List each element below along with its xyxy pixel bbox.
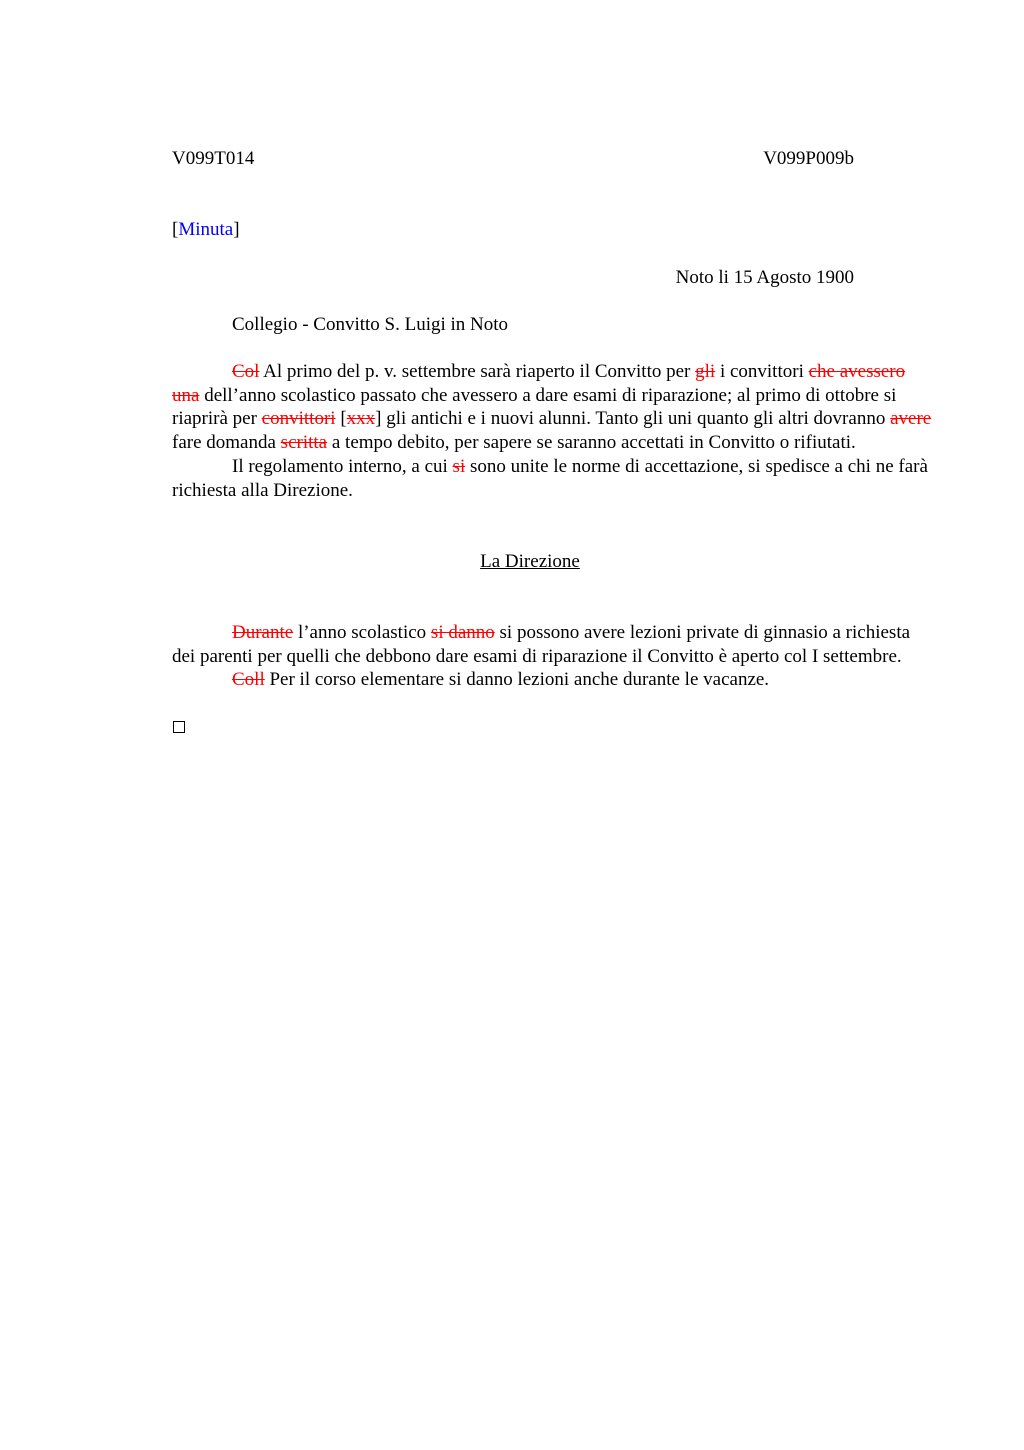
paragraph-3 [172,621,932,668]
signature: La Direzione [480,551,580,572]
deletion: Coll [232,669,265,691]
institution-heading: Collegio - Convitto S. Luigi in Noto [232,314,509,335]
deletion: si [452,455,466,477]
end-box-icon [173,721,185,733]
paragraph-1 [172,360,932,455]
paragraph-4 [172,668,932,692]
text-run: fare domanda [172,432,281,454]
minuta-close-bracket: ] [233,219,240,240]
deletion: xxx [346,408,376,430]
postscript-body [172,621,932,692]
deletion: scritta [280,432,328,454]
text-run: Per il corso elementare si danno lezioni anche durante le vacanze. [264,669,770,691]
deletion: che avessero una [172,361,906,406]
text-run: i convittori [715,361,809,382]
text-run: Al primo del p. v. settembre sarà riaperto il Convitto per [259,361,696,382]
deletion: si danno [430,622,495,643]
text-run: sono unite le norme di accettazione, si spedisce a chi ne farà richiesta alla Direzione. [172,455,928,501]
paragraph-2 [172,455,932,502]
minuta-text: Minuta [178,219,234,240]
text-run: ] gli antichi e i nuovi alunni. Tanto gli uni quanto gli altri dovranno [375,408,891,430]
deletion: convittori [261,408,336,430]
deletion: Col [232,361,260,382]
document-code-left: V099T014 [172,148,255,169]
text-run: Il regolamento interno, a cui [232,455,453,477]
dateline: Noto li 15 Agosto 1900 [675,267,854,288]
minuta-open-bracket: [ [172,219,179,240]
signature-line [0,550,1024,574]
deletion: gli [695,361,716,382]
minuta-label [172,218,240,242]
deletion: avere [890,408,932,430]
document-code-right: V099P009b [763,148,854,169]
deletion: Durante [232,622,294,643]
text-run: a tempo debito, per sapere se saranno accettati in Convitto o rifiutati. [327,432,856,454]
text-run: si possono avere lezioni private di ginnasio a richiesta dei parenti per quelli che debbono dare esami di riparazione il Convitto è aperto col I settembre. [172,622,911,667]
text-run: dell’anno scolastico passato che avessero a dare esami di riparazione; al primo di ottobre si riaprirà per [172,384,897,430]
text-run: l’anno scolastico [293,622,431,643]
letter-body [172,360,932,502]
text-run: [ [335,408,347,430]
